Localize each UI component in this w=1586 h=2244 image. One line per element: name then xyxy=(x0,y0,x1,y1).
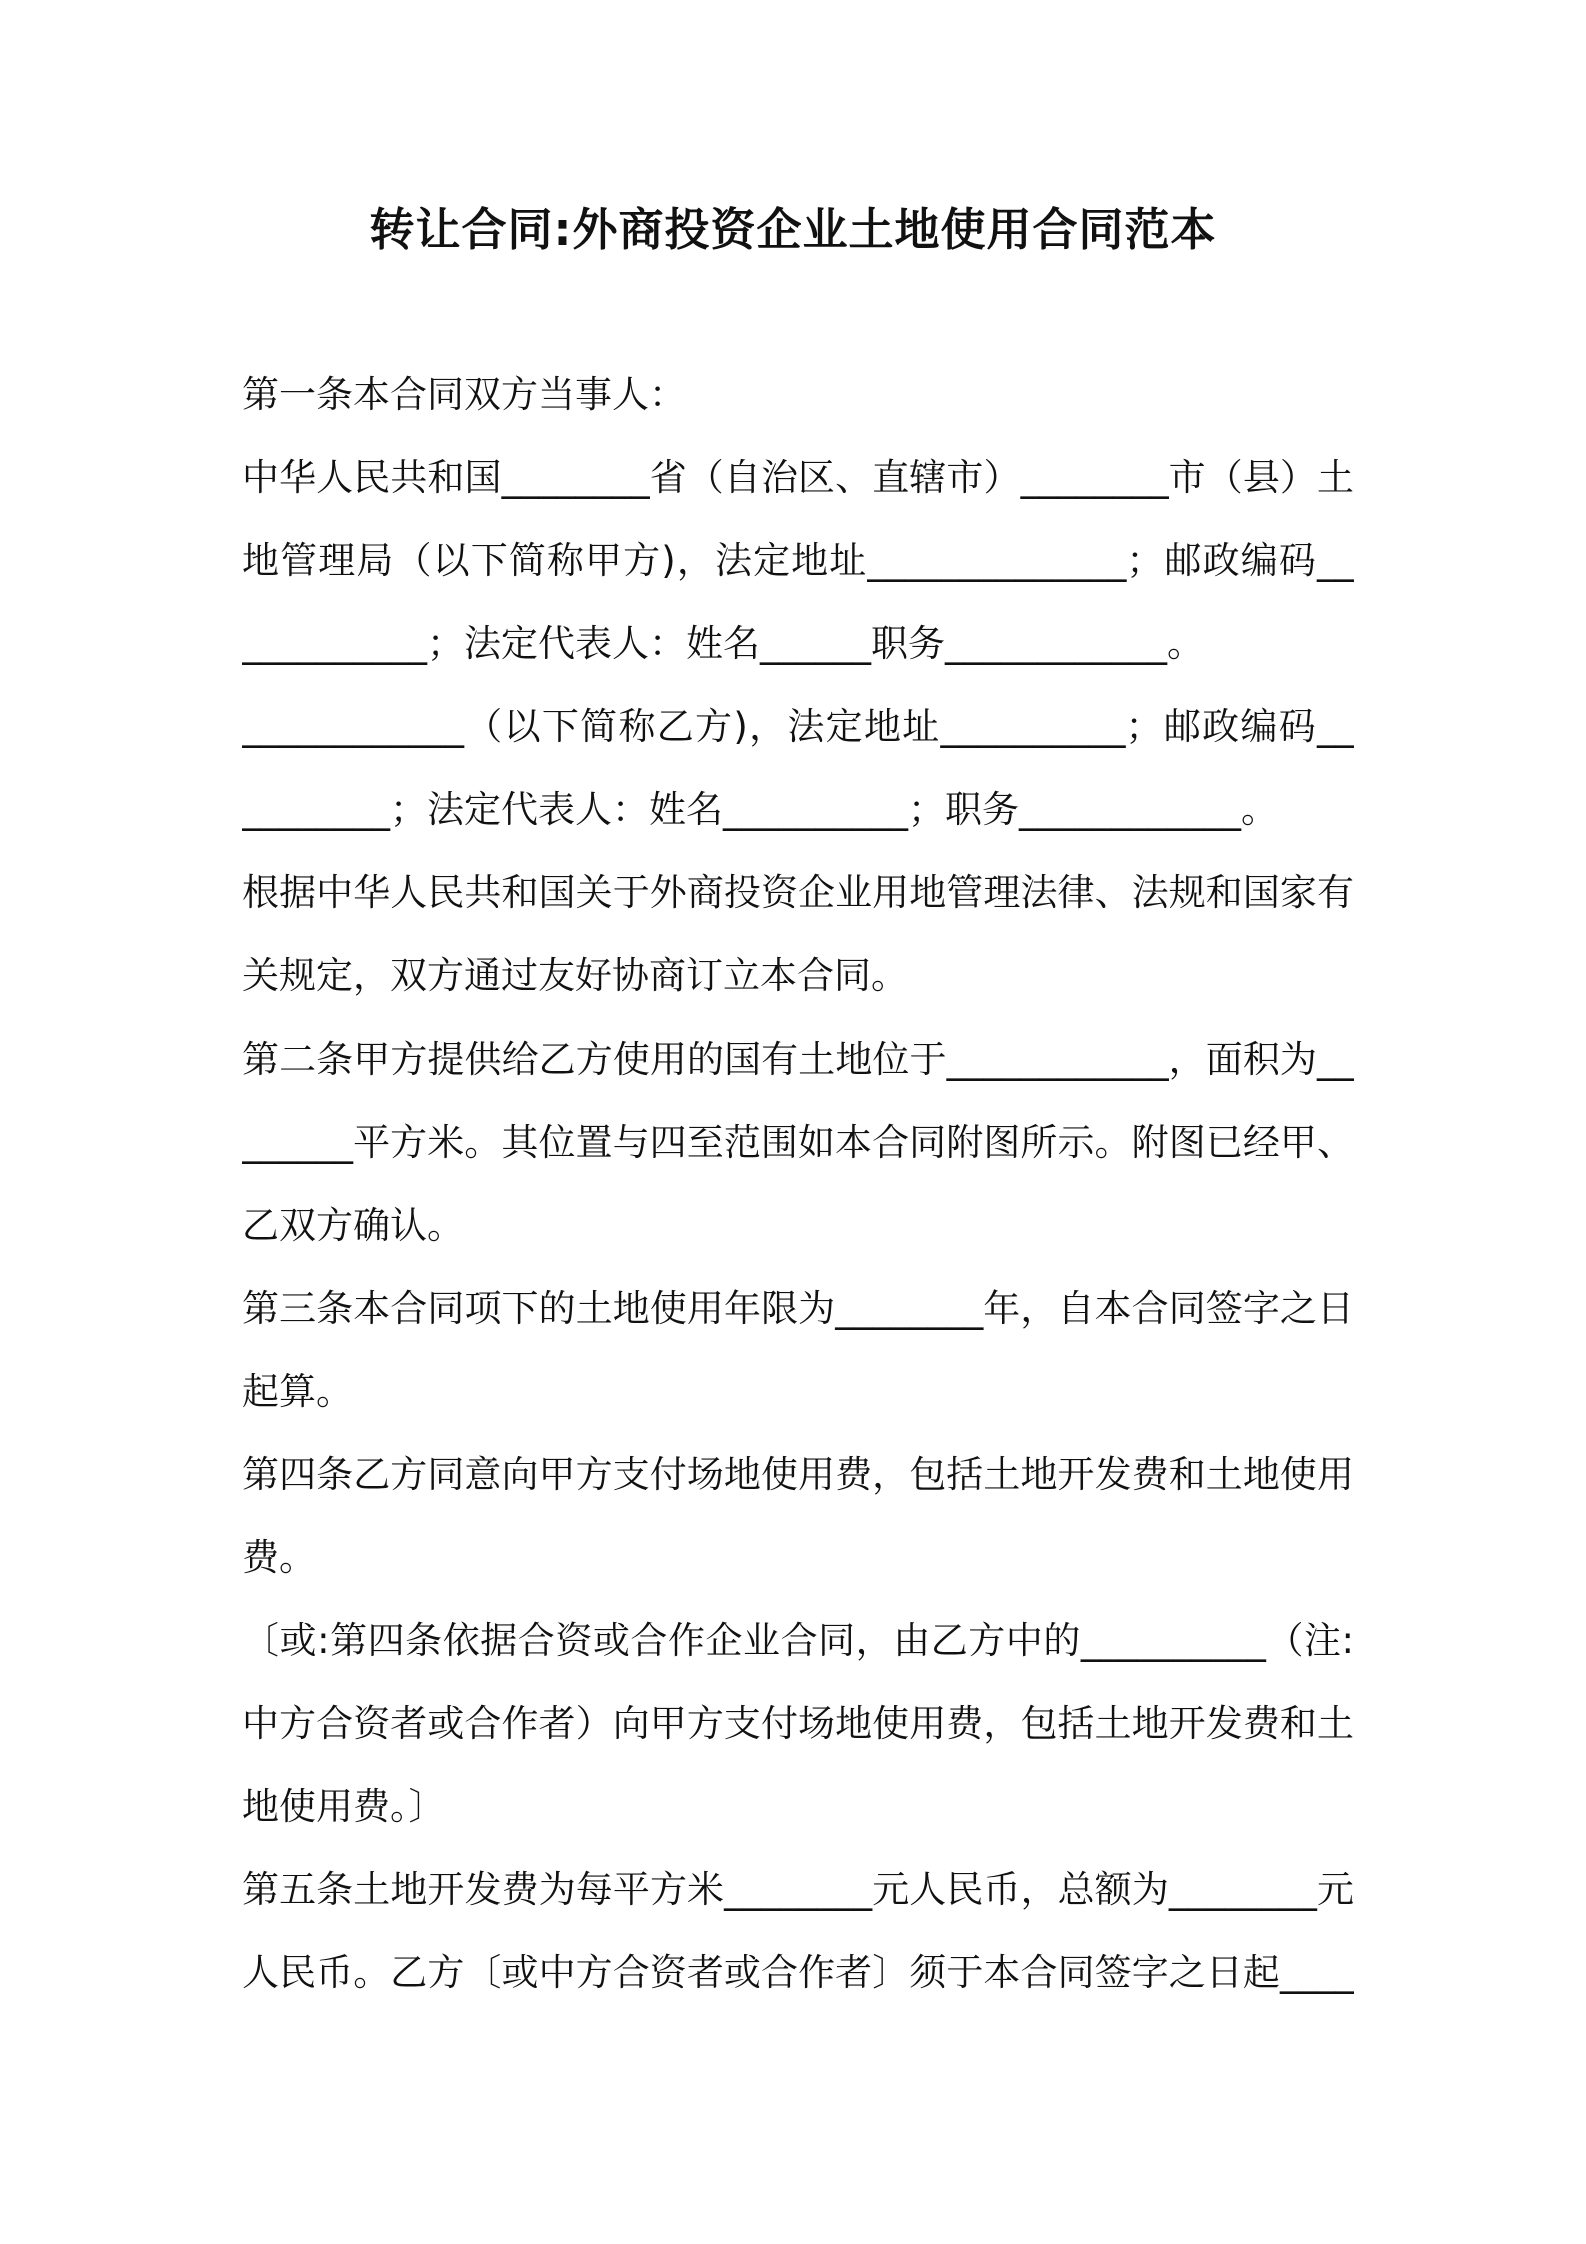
text-line: ________；法定代表人：姓名__________；职务____________。 xyxy=(242,788,1278,831)
text-line: 〔或:第四条依据合资或合作企业合同，由乙方中的__________（注: xyxy=(242,1619,1354,1662)
text-line: 中华人民共和国________省（自治区、直辖市）________市（县）土 xyxy=(242,456,1354,499)
text-line: 起算。 xyxy=(242,1370,353,1413)
text-line: 费。 xyxy=(242,1536,316,1579)
text-line: 第二条甲方提供给乙方使用的国有土地位于____________，面积为__ xyxy=(242,1038,1354,1081)
text-line: ____________（以下简称乙方)，法定地址__________；邮政编码__ xyxy=(242,705,1354,748)
text-line: 第三条本合同项下的土地使用年限为________年，自本合同签字之日 xyxy=(242,1287,1354,1330)
text-line: 中方合资者或合作者）向甲方支付场地使用费，包括土地开发费和土 xyxy=(242,1702,1354,1745)
text-line: 第五条土地开发费为每平方米________元人民币，总额为________元 xyxy=(242,1868,1354,1911)
text-line: 人民币。乙方〔或中方合资者或合作者〕须于本合同签字之日起____ xyxy=(242,1951,1354,1994)
document-title: 转让合同:外商投资企业土地使用合同范本 xyxy=(369,203,1217,256)
text-line: 地使用费。〕 xyxy=(242,1785,446,1828)
text-line: 乙双方确认。 xyxy=(242,1204,464,1247)
text-line: 根据中华人民共和国关于外商投资企业用地管理法律、法规和国家有 xyxy=(242,871,1354,914)
text-line: 关规定，双方通过友好协商订立本合同。 xyxy=(242,954,908,997)
text-line: 第四条乙方同意向甲方支付场地使用费，包括土地开发费和土地使用 xyxy=(242,1453,1354,1496)
text-line: 第一条本合同双方当事人： xyxy=(242,373,686,416)
text-line: 地管理局（以下简称甲方)，法定地址______________；邮政编码__ xyxy=(242,539,1354,582)
text-line: __________；法定代表人：姓名______职务____________。 xyxy=(242,622,1204,665)
text-line: ______平方米。其位置与四至范围如本合同附图所示。附图已经甲、 xyxy=(242,1121,1354,1164)
